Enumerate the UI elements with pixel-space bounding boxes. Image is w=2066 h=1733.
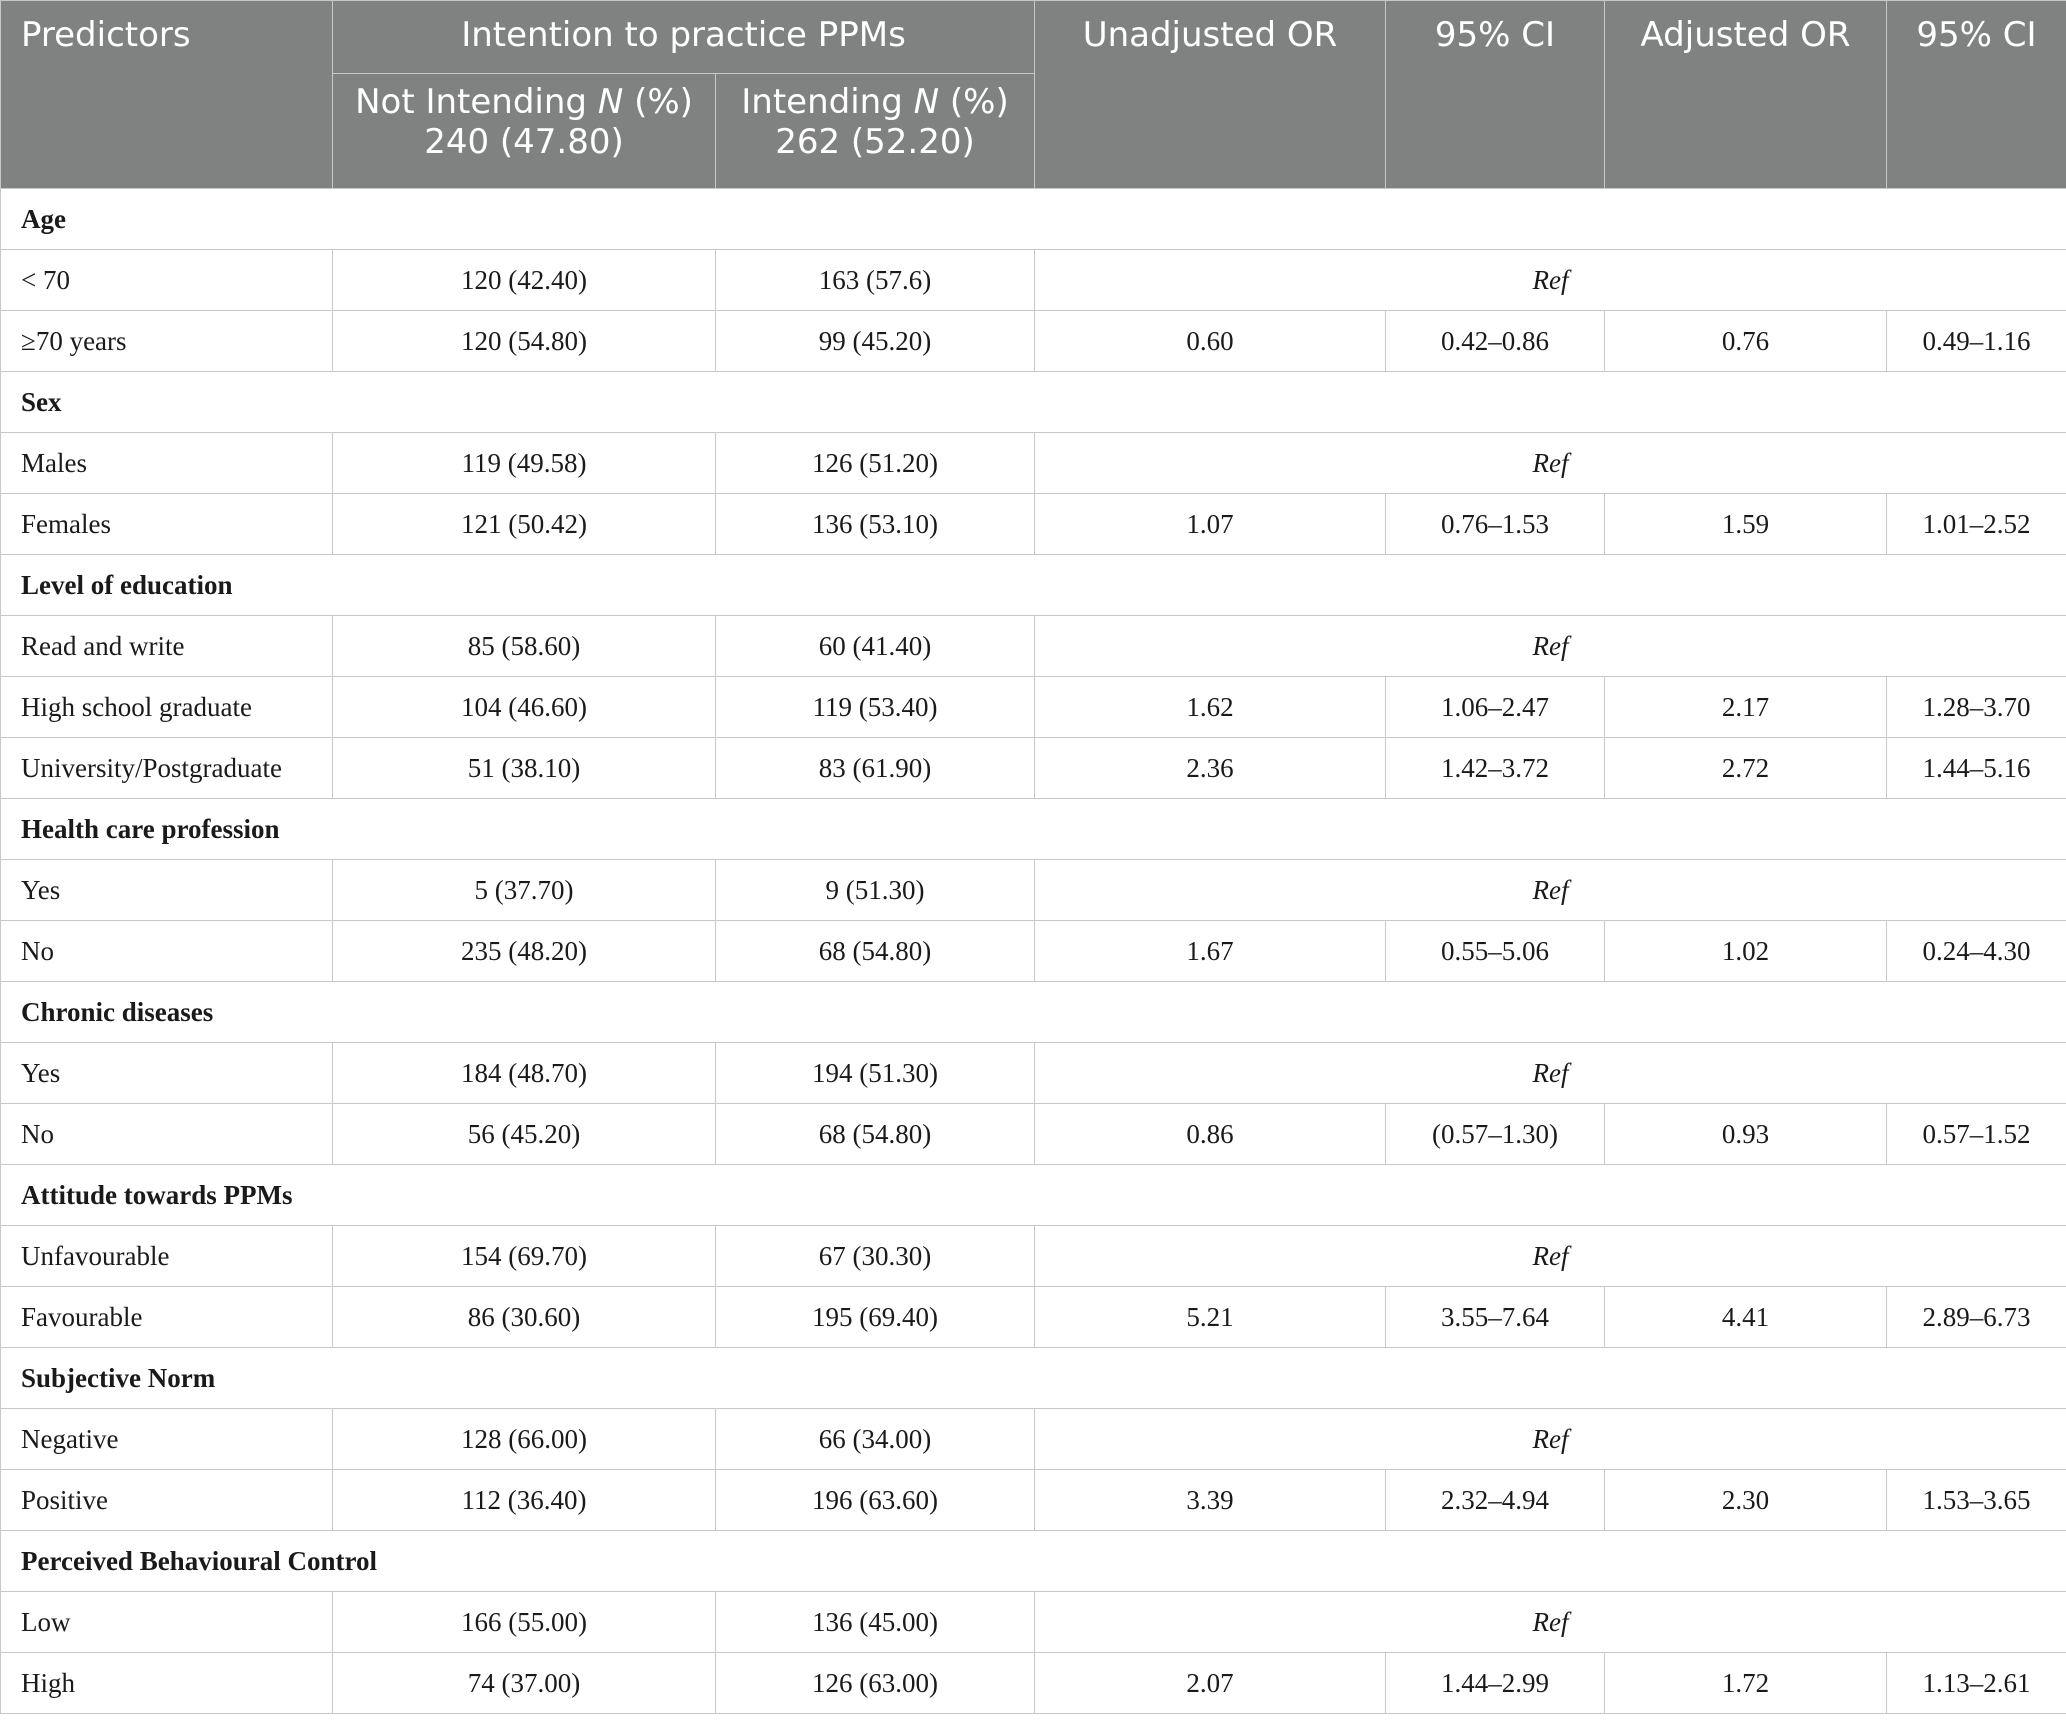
not-intending-cell: 166 (55.00) xyxy=(333,1592,716,1653)
group-header-row xyxy=(1,982,2066,1043)
intending-cell: 66 (34.00) xyxy=(716,1409,1035,1470)
adjusted-or-cell: 1.59 xyxy=(1605,494,1887,555)
ref-cell: Ref xyxy=(1035,1043,2066,1104)
group-title: Attitude towards PPMs xyxy=(1,1165,2066,1226)
row-label: Low xyxy=(1,1592,333,1653)
unadjusted-or-cell: 2.36 xyxy=(1035,738,1386,799)
header-not-intending-label: Not Intending xyxy=(355,82,587,122)
intending-cell: 68 (54.80) xyxy=(716,1104,1035,1165)
table-row xyxy=(1,738,2066,799)
unadjusted-or-cell: 0.86 xyxy=(1035,1104,1386,1165)
header-pct-symbol: (%) xyxy=(949,82,1009,122)
unadjusted-ci-cell: 0.55–5.06 xyxy=(1386,921,1605,982)
table-header xyxy=(1,1,2066,189)
adjusted-or-cell: 2.72 xyxy=(1605,738,1887,799)
table-body xyxy=(1,189,2066,1714)
intending-cell: 60 (41.40) xyxy=(716,616,1035,677)
not-intending-cell: 119 (49.58) xyxy=(333,433,716,494)
row-label: Positive xyxy=(1,1470,333,1531)
intending-cell: 119 (53.40) xyxy=(716,677,1035,738)
row-label: Yes xyxy=(1,860,333,921)
header-pct-symbol: (%) xyxy=(634,82,693,122)
unadjusted-or-cell: 1.62 xyxy=(1035,677,1386,738)
ref-cell: Ref xyxy=(1035,433,2066,494)
unadjusted-ci-cell: 1.06–2.47 xyxy=(1386,677,1605,738)
header-adjusted-or: Adjusted OR xyxy=(1605,1,1887,189)
adjusted-ci-cell: 1.53–3.65 xyxy=(1887,1470,2066,1531)
header-not-intending-total: 240 (47.80) xyxy=(424,122,624,163)
group-header-row xyxy=(1,555,2066,616)
table-row xyxy=(1,1043,2066,1104)
group-header-row xyxy=(1,799,2066,860)
header-not-intending xyxy=(333,74,716,189)
header-n-symbol: N xyxy=(913,82,940,122)
not-intending-cell: 85 (58.60) xyxy=(333,616,716,677)
adjusted-ci-cell: 1.28–3.70 xyxy=(1887,677,2066,738)
table-row xyxy=(1,433,2066,494)
adjusted-or-cell: 4.41 xyxy=(1605,1287,1887,1348)
adjusted-ci-cell: 0.57–1.52 xyxy=(1887,1104,2066,1165)
unadjusted-or-cell: 2.07 xyxy=(1035,1653,1386,1714)
unadjusted-or-cell: 3.39 xyxy=(1035,1470,1386,1531)
row-label: No xyxy=(1,921,333,982)
table-row xyxy=(1,616,2066,677)
table-row xyxy=(1,1104,2066,1165)
header-n-symbol: N xyxy=(597,82,624,122)
ref-cell: Ref xyxy=(1035,1592,2066,1653)
intending-cell: 126 (63.00) xyxy=(716,1653,1035,1714)
adjusted-or-cell: 0.76 xyxy=(1605,311,1887,372)
group-header-row xyxy=(1,1348,2066,1409)
row-label: Yes xyxy=(1,1043,333,1104)
table-row xyxy=(1,1592,2066,1653)
group-title: Health care profession xyxy=(1,799,2066,860)
row-label: High school graduate xyxy=(1,677,333,738)
intending-cell: 196 (63.60) xyxy=(716,1470,1035,1531)
intending-cell: 194 (51.30) xyxy=(716,1043,1035,1104)
unadjusted-ci-cell: 1.44–2.99 xyxy=(1386,1653,1605,1714)
intending-cell: 136 (45.00) xyxy=(716,1592,1035,1653)
row-label: Read and write xyxy=(1,616,333,677)
not-intending-cell: 154 (69.70) xyxy=(333,1226,716,1287)
unadjusted-or-cell: 1.67 xyxy=(1035,921,1386,982)
adjusted-ci-cell: 1.44–5.16 xyxy=(1887,738,2066,799)
not-intending-cell: 120 (42.40) xyxy=(333,250,716,311)
row-label: Females xyxy=(1,494,333,555)
header-intending-total: 262 (52.20) xyxy=(775,122,975,163)
ref-cell: Ref xyxy=(1035,860,2066,921)
intending-cell: 68 (54.80) xyxy=(716,921,1035,982)
unadjusted-ci-cell: 3.55–7.64 xyxy=(1386,1287,1605,1348)
unadjusted-ci-cell: 0.42–0.86 xyxy=(1386,311,1605,372)
table-row xyxy=(1,1287,2066,1348)
row-label: No xyxy=(1,1104,333,1165)
not-intending-cell: 86 (30.60) xyxy=(333,1287,716,1348)
table-row xyxy=(1,921,2066,982)
header-predictors: Predictors xyxy=(1,1,333,189)
group-title: Perceived Behavioural Control xyxy=(1,1531,2066,1592)
header-ci-unadjusted: 95% CI xyxy=(1386,1,1605,189)
header-unadjusted-or: Unadjusted OR xyxy=(1035,1,1386,189)
adjusted-ci-cell: 1.01–2.52 xyxy=(1887,494,2066,555)
group-title: Age xyxy=(1,189,2066,250)
group-title: Level of education xyxy=(1,555,2066,616)
not-intending-cell: 184 (48.70) xyxy=(333,1043,716,1104)
group-header-row xyxy=(1,1531,2066,1592)
unadjusted-ci-cell: 1.42–3.72 xyxy=(1386,738,1605,799)
not-intending-cell: 5 (37.70) xyxy=(333,860,716,921)
adjusted-or-cell: 1.02 xyxy=(1605,921,1887,982)
unadjusted-ci-cell: (0.57–1.30) xyxy=(1386,1104,1605,1165)
row-label: Unfavourable xyxy=(1,1226,333,1287)
not-intending-cell: 74 (37.00) xyxy=(333,1653,716,1714)
header-intending-label: Intending xyxy=(741,82,903,122)
header-intending xyxy=(716,74,1035,189)
ref-cell: Ref xyxy=(1035,1226,2066,1287)
intending-cell: 136 (53.10) xyxy=(716,494,1035,555)
not-intending-cell: 120 (54.80) xyxy=(333,311,716,372)
intending-cell: 163 (57.6) xyxy=(716,250,1035,311)
adjusted-or-cell: 0.93 xyxy=(1605,1104,1887,1165)
group-header-row xyxy=(1,189,2066,250)
table-row xyxy=(1,494,2066,555)
table-row xyxy=(1,1226,2066,1287)
table-row xyxy=(1,250,2066,311)
not-intending-cell: 112 (36.40) xyxy=(333,1470,716,1531)
intending-cell: 83 (61.90) xyxy=(716,738,1035,799)
header-ci-adjusted: 95% CI xyxy=(1887,1,2066,189)
intending-cell: 195 (69.40) xyxy=(716,1287,1035,1348)
ref-cell: Ref xyxy=(1035,616,2066,677)
intending-cell: 99 (45.20) xyxy=(716,311,1035,372)
adjusted-or-cell: 1.72 xyxy=(1605,1653,1887,1714)
table-row xyxy=(1,677,2066,738)
row-label: Negative xyxy=(1,1409,333,1470)
intending-cell: 9 (51.30) xyxy=(716,860,1035,921)
not-intending-cell: 104 (46.60) xyxy=(333,677,716,738)
ref-cell: Ref xyxy=(1035,250,2066,311)
not-intending-cell: 128 (66.00) xyxy=(333,1409,716,1470)
group-title: Sex xyxy=(1,372,2066,433)
header-intention: Intention to practice PPMs xyxy=(333,1,1035,74)
table-row xyxy=(1,311,2066,372)
unadjusted-or-cell: 0.60 xyxy=(1035,311,1386,372)
unadjusted-or-cell: 5.21 xyxy=(1035,1287,1386,1348)
not-intending-cell: 235 (48.20) xyxy=(333,921,716,982)
row-label: ≥70 years xyxy=(1,311,333,372)
adjusted-ci-cell: 0.24–4.30 xyxy=(1887,921,2066,982)
adjusted-ci-cell: 1.13–2.61 xyxy=(1887,1653,2066,1714)
not-intending-cell: 51 (38.10) xyxy=(333,738,716,799)
not-intending-cell: 56 (45.20) xyxy=(333,1104,716,1165)
adjusted-or-cell: 2.17 xyxy=(1605,677,1887,738)
not-intending-cell: 121 (50.42) xyxy=(333,494,716,555)
ref-cell: Ref xyxy=(1035,1409,2066,1470)
row-label: Males xyxy=(1,433,333,494)
adjusted-ci-cell: 2.89–6.73 xyxy=(1887,1287,2066,1348)
row-label: < 70 xyxy=(1,250,333,311)
group-header-row xyxy=(1,372,2066,433)
table-row xyxy=(1,1470,2066,1531)
adjusted-or-cell: 2.30 xyxy=(1605,1470,1887,1531)
row-label: High xyxy=(1,1653,333,1714)
table-row xyxy=(1,860,2066,921)
table-row xyxy=(1,1653,2066,1714)
unadjusted-ci-cell: 0.76–1.53 xyxy=(1386,494,1605,555)
unadjusted-ci-cell: 2.32–4.94 xyxy=(1386,1470,1605,1531)
group-title: Chronic diseases xyxy=(1,982,2066,1043)
group-title: Subjective Norm xyxy=(1,1348,2066,1409)
adjusted-ci-cell: 0.49–1.16 xyxy=(1887,311,2066,372)
group-header-row xyxy=(1,1165,2066,1226)
row-label: University/Postgraduate xyxy=(1,738,333,799)
unadjusted-or-cell: 1.07 xyxy=(1035,494,1386,555)
row-label: Favourable xyxy=(1,1287,333,1348)
intending-cell: 126 (51.20) xyxy=(716,433,1035,494)
table-row xyxy=(1,1409,2066,1470)
intending-cell: 67 (30.30) xyxy=(716,1226,1035,1287)
